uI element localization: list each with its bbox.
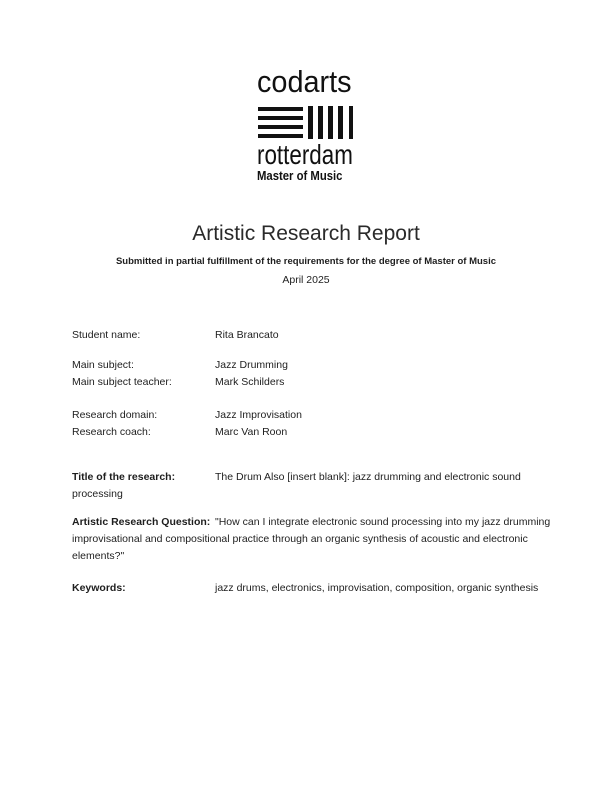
vertical-bar (349, 106, 354, 139)
field-value-continuation: elements?" (72, 550, 125, 562)
master-of-music-tagline: Master of Music (257, 168, 343, 183)
field-value: Rita Brancato (215, 329, 279, 341)
field-label: Keywords: (72, 582, 126, 594)
field-label: Title of the research: (72, 471, 176, 483)
field-label: Research coach: (72, 426, 151, 438)
logo-vertical-bars-icon (308, 106, 353, 139)
field-row-main-subject-teacher (72, 376, 284, 389)
field-label: Main subject teacher: (72, 376, 172, 388)
field-label: Research domain: (72, 409, 158, 421)
field-row-research-coach (72, 426, 287, 439)
field-row-research-question (72, 516, 550, 529)
field-value: jazz drums, electronics, improvisation, composition, organic synthesis (215, 582, 539, 594)
vertical-bar (338, 106, 343, 139)
field-label: Student name: (72, 329, 141, 341)
field-label: Artistic Research Question: (72, 516, 211, 528)
field-row-main-subject (72, 359, 288, 372)
field-value-continuation: improvisational and compositional practice through an organic synthesis of acoustic and electronic (72, 533, 528, 545)
codarts-wordmark: codarts (257, 64, 352, 99)
field-value: Marc Van Roon (215, 426, 288, 438)
field-value: Jazz Drumming (215, 359, 288, 371)
horizontal-bar (258, 134, 303, 138)
field-label: Main subject: (72, 359, 134, 371)
field-row-research-domain (72, 409, 302, 422)
field-row-research-title (72, 471, 521, 484)
vertical-bar (308, 106, 313, 139)
vertical-bar (318, 106, 323, 139)
report-date: April 2025 (282, 274, 330, 286)
horizontal-bar (258, 116, 303, 120)
field-value: "How can I integrate electronic sound processing into my jazz drumming (215, 516, 551, 528)
field-value: Jazz Improvisation (215, 409, 302, 421)
rotterdam-wordmark: rotterdam (257, 139, 353, 170)
horizontal-bar (258, 107, 303, 111)
field-row-keywords (72, 582, 538, 595)
field-value: Mark Schilders (215, 376, 285, 388)
field-row-student-name (72, 329, 279, 342)
logo-horizontal-bars-icon (258, 107, 303, 138)
report-title: Artistic Research Report (192, 222, 420, 245)
field-value-continuation: processing (72, 488, 123, 500)
field-value: The Drum Also [insert blank]: jazz drumming and electronic sound (215, 471, 521, 483)
report-subtitle: Submitted in partial fulfillment of the requirements for the degree of Master of Music (115, 256, 497, 267)
vertical-bar (328, 106, 333, 139)
horizontal-bar (258, 125, 303, 129)
codarts-logo-icon (258, 106, 353, 139)
